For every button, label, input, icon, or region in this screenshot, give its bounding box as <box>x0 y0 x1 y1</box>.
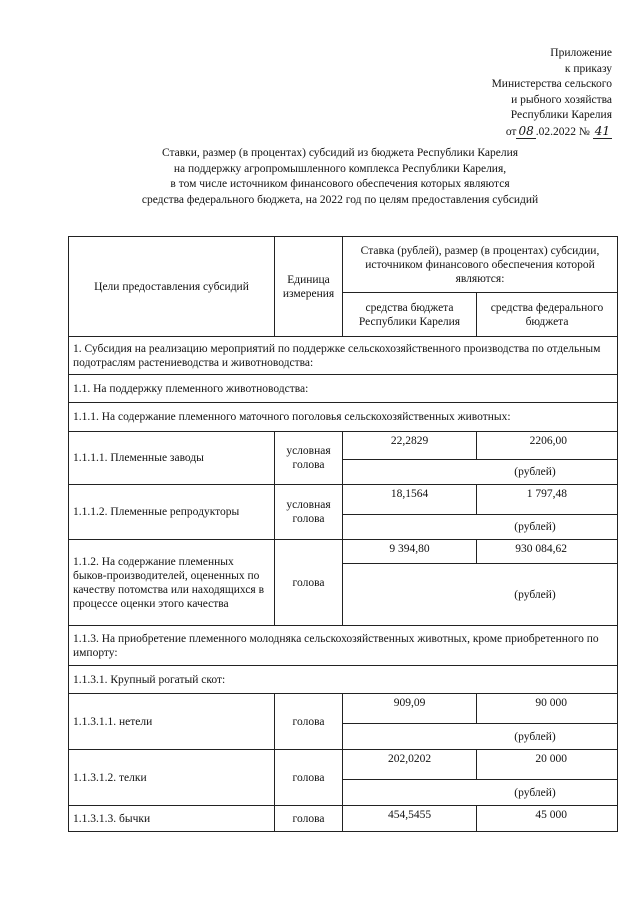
annex-line: Республики Карелия <box>510 109 612 121</box>
header-goals: Цели предоставления субсидий <box>69 237 275 337</box>
annex-line: Приложение <box>550 47 612 59</box>
row-unit: условная голова <box>275 432 343 485</box>
title-line: в том числе источником финансового обеспечения которых являются <box>170 178 510 190</box>
row-unit-note <box>343 564 618 626</box>
header-rate: Ставка (рублей), размер (в процентах) субсидии, источником финансового обеспечения которой являются: <box>343 237 618 293</box>
row-unit: голова <box>275 694 343 750</box>
row-federal-value: 930 084,62 <box>477 540 618 564</box>
row-goal: 1.1.1.2. Племенные репродукторы <box>69 485 275 540</box>
subsidy-table <box>68 236 618 832</box>
row-regional-value: 18,1564 <box>343 485 477 515</box>
row-unit: голова <box>275 806 343 832</box>
row-unit: голова <box>275 750 343 806</box>
title-line: средства федерального бюджета, на 2022 год по целям предоставления субсидий <box>141 193 539 206</box>
row-federal-value: 90 000 <box>477 694 618 724</box>
document-title <box>60 146 620 208</box>
row-goal: 1.1.3.1.2. телки <box>69 750 275 806</box>
row-unit: голова <box>275 540 343 626</box>
rubles-note: (рублей) <box>514 588 556 601</box>
row-regional-value: 909,09 <box>343 694 477 724</box>
row-goal: 1.1.3.1.3. бычки <box>69 806 275 832</box>
row-unit-note <box>343 724 618 750</box>
date-rest: .02.2022 № <box>535 125 590 138</box>
section-1-1-3: 1.1.3. На приобретение племенного молодняка сельскохозяйственных животных, кроме приобретенного по импорту: <box>69 626 618 666</box>
header-unit: Единица измерения <box>275 237 343 337</box>
row-goal: 1.1.2. На содержание племенных быков-производителей, оцененных по качеству потомства или находящихся в процессе оценки этого качества <box>69 540 275 626</box>
section-1: 1. Субсидия на реализацию мероприятий по поддержке сельскохозяйственного производства по отдельным подотраслям растениеводства и животноводства: <box>69 337 618 375</box>
date-prefix: от <box>505 125 517 138</box>
section-1-1-1: 1.1.1. На содержание племенного маточного поголовья сельскохозяйственных животных: <box>69 403 618 432</box>
title-line: Ставки, размер (в процентах) субсидий из бюджета Республики Карелия <box>161 147 519 159</box>
order-number: 41 <box>594 123 610 138</box>
header-regional-budget: средства бюджета Республики Карелия <box>343 293 477 337</box>
row-regional-value: 22,2829 <box>343 432 477 460</box>
row-unit-note <box>343 460 618 485</box>
row-unit-note <box>343 515 618 540</box>
rubles-note: (рублей) <box>514 466 556 478</box>
annex-date-line <box>492 124 612 141</box>
row-regional-value: 454,5455 <box>343 806 477 832</box>
rubles-note: (рублей) <box>514 521 556 533</box>
row-unit: условная голова <box>275 485 343 540</box>
annex-line: и рыбного хозяйства <box>511 93 612 106</box>
rubles-note: (рублей) <box>514 786 556 799</box>
row-goal: 1.1.1.1. Племенные заводы <box>69 432 275 485</box>
row-federal-value: 2206,00 <box>477 432 618 460</box>
title-line: на поддержку агропромышленного комплекса Республики Карелия, <box>173 162 507 175</box>
row-regional-value: 9 394,80 <box>343 540 477 564</box>
row-regional-value: 202,0202 <box>343 750 477 780</box>
row-unit-note <box>343 780 618 806</box>
rubles-note: (рублей) <box>514 730 556 743</box>
header-federal-budget: средства федерального бюджета <box>477 293 618 337</box>
date-day: 08 <box>518 123 534 138</box>
annex-header <box>492 46 612 140</box>
row-goal: 1.1.3.1.1. нетели <box>69 694 275 750</box>
row-federal-value: 1 797,48 <box>477 485 618 515</box>
section-1-1-3-1: 1.1.3.1. Крупный рогатый скот: <box>69 666 618 694</box>
section-1-1: 1.1. На поддержку племенного животноводства: <box>69 375 618 403</box>
annex-line: к приказу <box>564 62 612 75</box>
annex-line: Министерства сельского <box>491 78 612 90</box>
row-federal-value: 45 000 <box>477 806 618 832</box>
row-federal-value: 20 000 <box>477 750 618 780</box>
